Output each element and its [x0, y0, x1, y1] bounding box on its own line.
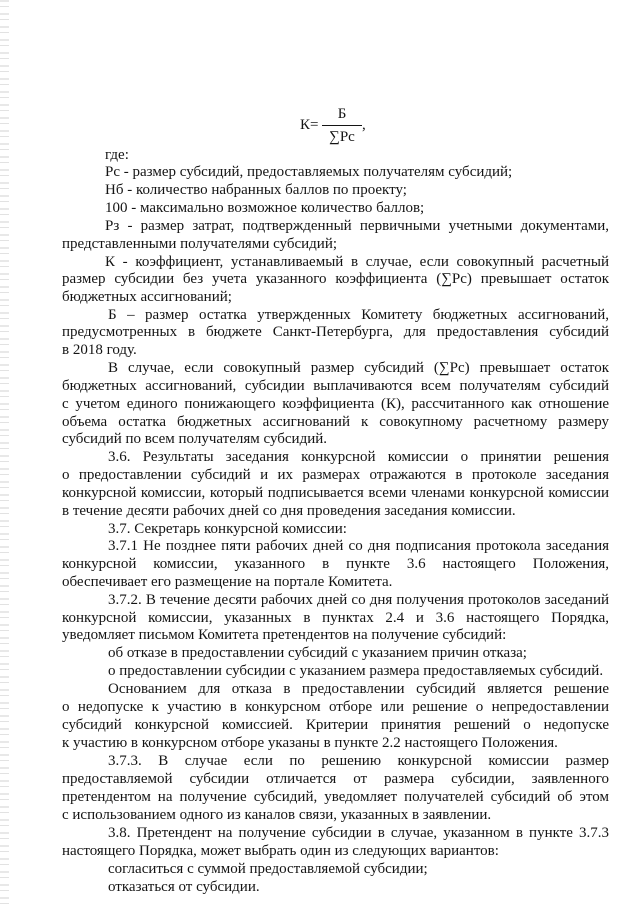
text-line: Б – размер остатка утвержденных Комитету бюджетных ассигнований, — [108, 307, 609, 323]
text-line: с учетом единого понижающего коэффициента (К), рассчитанного как отношение — [62, 396, 609, 412]
text-line: 3.7.3. В случае если по решению конкурсной комиссии размер — [108, 753, 609, 769]
text-line: конкурсной комиссии, указанных в пунктах 2.4 и 3.6 настоящего Порядка, — [62, 610, 609, 626]
text-line: К - коэффициент, устанавливаемый в случае, если совокупный расчетный — [105, 254, 609, 270]
text-line: где: — [105, 147, 129, 163]
text-line: настоящего Порядка, может выбрать один из следующих вариантов: — [62, 843, 499, 859]
text-line: о недопуске к участию в конкурсном отборе или решение о непредоставлении — [62, 699, 609, 715]
text-line: отказаться от субсидии. — [108, 879, 260, 895]
text-line: Основанием для отказа в предоставлении субсидий является решение — [108, 681, 609, 697]
formula-fraction — [322, 104, 362, 147]
text-line: предоставляемой субсидии отличается от размера субсидии, заявленного — [62, 771, 609, 787]
text-line: 3.7. Секретарь конкурсной комиссии: — [108, 521, 347, 537]
text-line: в 2018 году. — [62, 342, 137, 358]
text-line: Рз - размер затрат, подтвержденный первичными учетными документами, — [105, 218, 609, 234]
scan-edge — [0, 0, 9, 905]
text-line: 3.7.2. В течение десяти рабочих дней со дня получения протоколов заседаний — [108, 592, 609, 608]
text-line: с использованием одного из каналов связи, указанных в заявлении. — [62, 807, 492, 823]
text-line: согласиться с суммой предоставляемой субсидии; — [108, 861, 428, 877]
text-line: В случае, если совокупный размер субсидий (∑Рс) превышает остаток — [108, 360, 609, 376]
text-line: 100 - максимально возможное количество баллов; — [105, 200, 425, 216]
text-line: о предоставлении субсидии с указанием размера предоставляемых субсидий. — [108, 663, 604, 679]
text-line: размер субсидии без учета указанного коэффициента (∑Рс) превышает остаток — [62, 271, 609, 287]
text-line: об отказе в предоставлении субсидий с указанием причин отказа; — [108, 645, 527, 661]
text-line: представленными получателями субсидий; — [62, 236, 338, 252]
text-line: 3.6. Результаты заседания конкурсной комиссии о принятии решения — [108, 449, 609, 465]
text-line: уведомляет письмом Комитета претендентов на получение субсидий: — [62, 627, 507, 643]
text-line: претендентом на получение субсидий, уведомляет получателей субсидий об этом — [62, 789, 609, 805]
formula-comma: , — [362, 117, 366, 133]
formula-lhs: К= — [300, 117, 319, 133]
text-line: к участию в конкурсном отборе указаны в пункте 2.2 настоящего Положения. — [62, 735, 558, 751]
text-line: в течение десяти рабочих дней со дня проведения заседания комиссии. — [62, 503, 516, 519]
formula-denominator: ∑Рс — [329, 129, 355, 145]
text-line: субсидий конкурсной комиссией. Критерии принятия решений о недопуске — [62, 717, 609, 733]
text-line: обеспечивает его размещение на портале Комитета. — [62, 574, 393, 590]
text-line: Рс - размер субсидий, предоставляемых получателям субсидий; — [105, 164, 513, 180]
text-line: бюджетных ассигнований, субсидии выплачиваются всем получателям субсидий — [62, 378, 609, 394]
text-line: Нб - количество набранных баллов по проекту; — [105, 182, 407, 198]
text-line: 3.8. Претендент на получение субсидии в случае, указанном в пункте 3.7.3 — [108, 825, 609, 841]
text-line: о предоставлении субсидий и их размерах отражаются в протоколе заседания — [62, 467, 609, 483]
text-line: конкурсной комиссии, который подписывается всеми членами конкурсной комиссии — [62, 485, 609, 501]
text-line: субсидий по всем получателям субсидий. — [62, 431, 328, 447]
formula-numerator: Б — [337, 106, 347, 122]
fraction-bar — [322, 125, 362, 126]
text-line: конкурсной комиссии, указанного в пункте 3.6 настоящего Положения, — [62, 556, 609, 572]
text-line: 3.7.1 Не позднее пяти рабочих дней со дня подписания протокола заседания — [108, 538, 609, 554]
text-line: бюджетных ассигнований; — [62, 289, 232, 305]
text-line: предусмотренных в бюджете Санкт-Петербурга, для предоставления субсидий — [62, 324, 609, 340]
text-line: объема остатка бюджетных ассигнований к совокупному расчетному размеру — [62, 414, 609, 430]
